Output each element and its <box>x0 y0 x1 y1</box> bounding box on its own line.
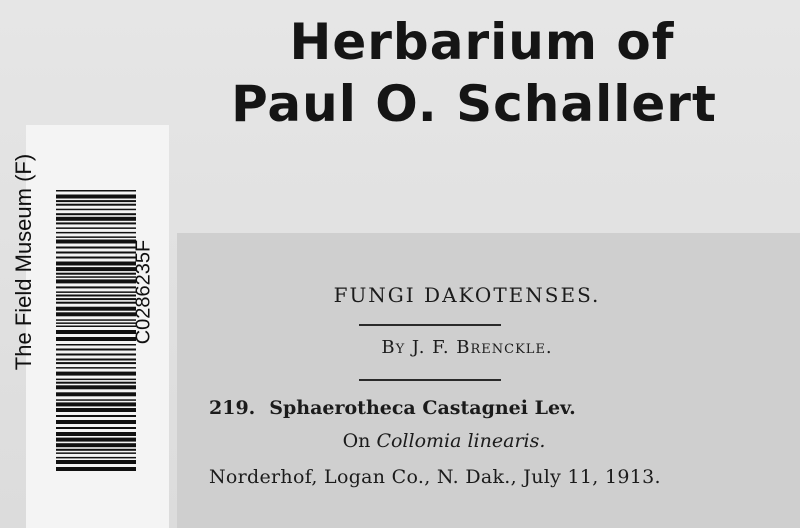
barcode-bar <box>56 322 136 324</box>
barcode-bar <box>56 344 136 346</box>
barcode-bar <box>56 273 136 275</box>
herbarium-stamp <box>200 12 760 134</box>
barcode-bar <box>56 209 136 211</box>
barcode-bar <box>56 379 136 381</box>
barcode-bar <box>56 432 136 436</box>
barcode-bar <box>56 385 136 389</box>
barcode-bar <box>56 222 136 224</box>
barcode-bar <box>56 326 136 328</box>
barcode-bar <box>56 372 136 376</box>
specimen-number: 219. <box>209 397 256 419</box>
barcode-bar <box>56 195 136 199</box>
barcode-bar <box>56 232 136 234</box>
barcode-bar <box>56 291 136 293</box>
label-author: By J. F. Brenckle. <box>381 337 553 358</box>
barcode-bar <box>56 252 136 254</box>
barcode-bar <box>56 213 136 215</box>
barcode-bar <box>56 240 136 244</box>
barcode-bar <box>56 362 136 364</box>
specimen-label <box>177 233 800 528</box>
barcode-bar <box>56 298 136 300</box>
barcode-bar <box>56 457 136 459</box>
barcode-bar <box>56 402 136 406</box>
barcode-bar <box>56 452 136 454</box>
barcode-bar <box>56 307 136 311</box>
barcode-bar <box>56 267 136 271</box>
barcode-bar <box>56 276 136 278</box>
barcode-bar <box>56 302 136 304</box>
barcode-bar <box>56 415 136 417</box>
barcode-bar <box>56 420 136 424</box>
barcode-bar <box>56 190 136 192</box>
label-locality: Norderhof, Logan Co., N. Dak., July 11, 1913. <box>209 466 661 488</box>
barcode-bar <box>56 295 136 297</box>
label-series-title: FUNGI DAKOTENSES. <box>333 283 601 307</box>
barcode-bar <box>56 200 136 202</box>
barcode-bar <box>56 443 136 447</box>
barcode-bar <box>56 247 136 249</box>
barcode-bar <box>56 427 136 429</box>
barcode-bar <box>56 449 136 451</box>
barcode-bar <box>56 337 136 341</box>
label-rule-top <box>359 324 501 326</box>
stamp-line-1: Herbarium of <box>289 13 675 71</box>
barcode-bar <box>56 204 136 206</box>
barcode-bar <box>56 367 136 369</box>
barcode <box>56 190 136 474</box>
barcode-bar <box>56 217 136 221</box>
barcode-bar <box>56 262 136 266</box>
barcode-bar <box>56 257 136 259</box>
barcode-bar <box>56 460 136 464</box>
label-host <box>177 430 711 452</box>
barcode-bar <box>56 359 136 361</box>
barcode-bar <box>56 286 136 288</box>
barcode-bar <box>56 330 136 334</box>
host-prefix: On <box>342 430 371 452</box>
barcode-bar <box>56 236 136 238</box>
herbarium-sheet: Herbarium of Paul O. Schallert The Field Museum (F) C0286235F FUNGI DAKOTENSES. By J. F. Brenckle. 219. Sphaerotheca Castagnei Lev. On Collomia linearis. Norderhof, Logan Co., N. Dak., July 11, 1913. <box>0 0 800 528</box>
host-name: Collomia linearis. <box>376 430 546 452</box>
species-name: Sphaerotheca Castagnei Lev. <box>269 397 576 419</box>
stamp-line-2: Paul O. Schallert <box>231 75 717 133</box>
barcode-bar <box>56 399 136 401</box>
barcode-bar <box>56 382 136 384</box>
barcode-bar <box>56 408 136 412</box>
label-specimen <box>209 397 576 419</box>
barcode-bar <box>56 319 136 321</box>
barcode-bar <box>56 227 136 229</box>
barcode-bar <box>56 349 136 351</box>
barcode-bar <box>56 392 136 396</box>
barcode-bar <box>56 312 136 316</box>
barcode-bar <box>56 279 136 283</box>
barcode-bar <box>56 467 136 471</box>
barcode-bar <box>56 438 136 442</box>
barcode-bar <box>56 354 136 356</box>
label-rule-bottom <box>359 379 501 381</box>
